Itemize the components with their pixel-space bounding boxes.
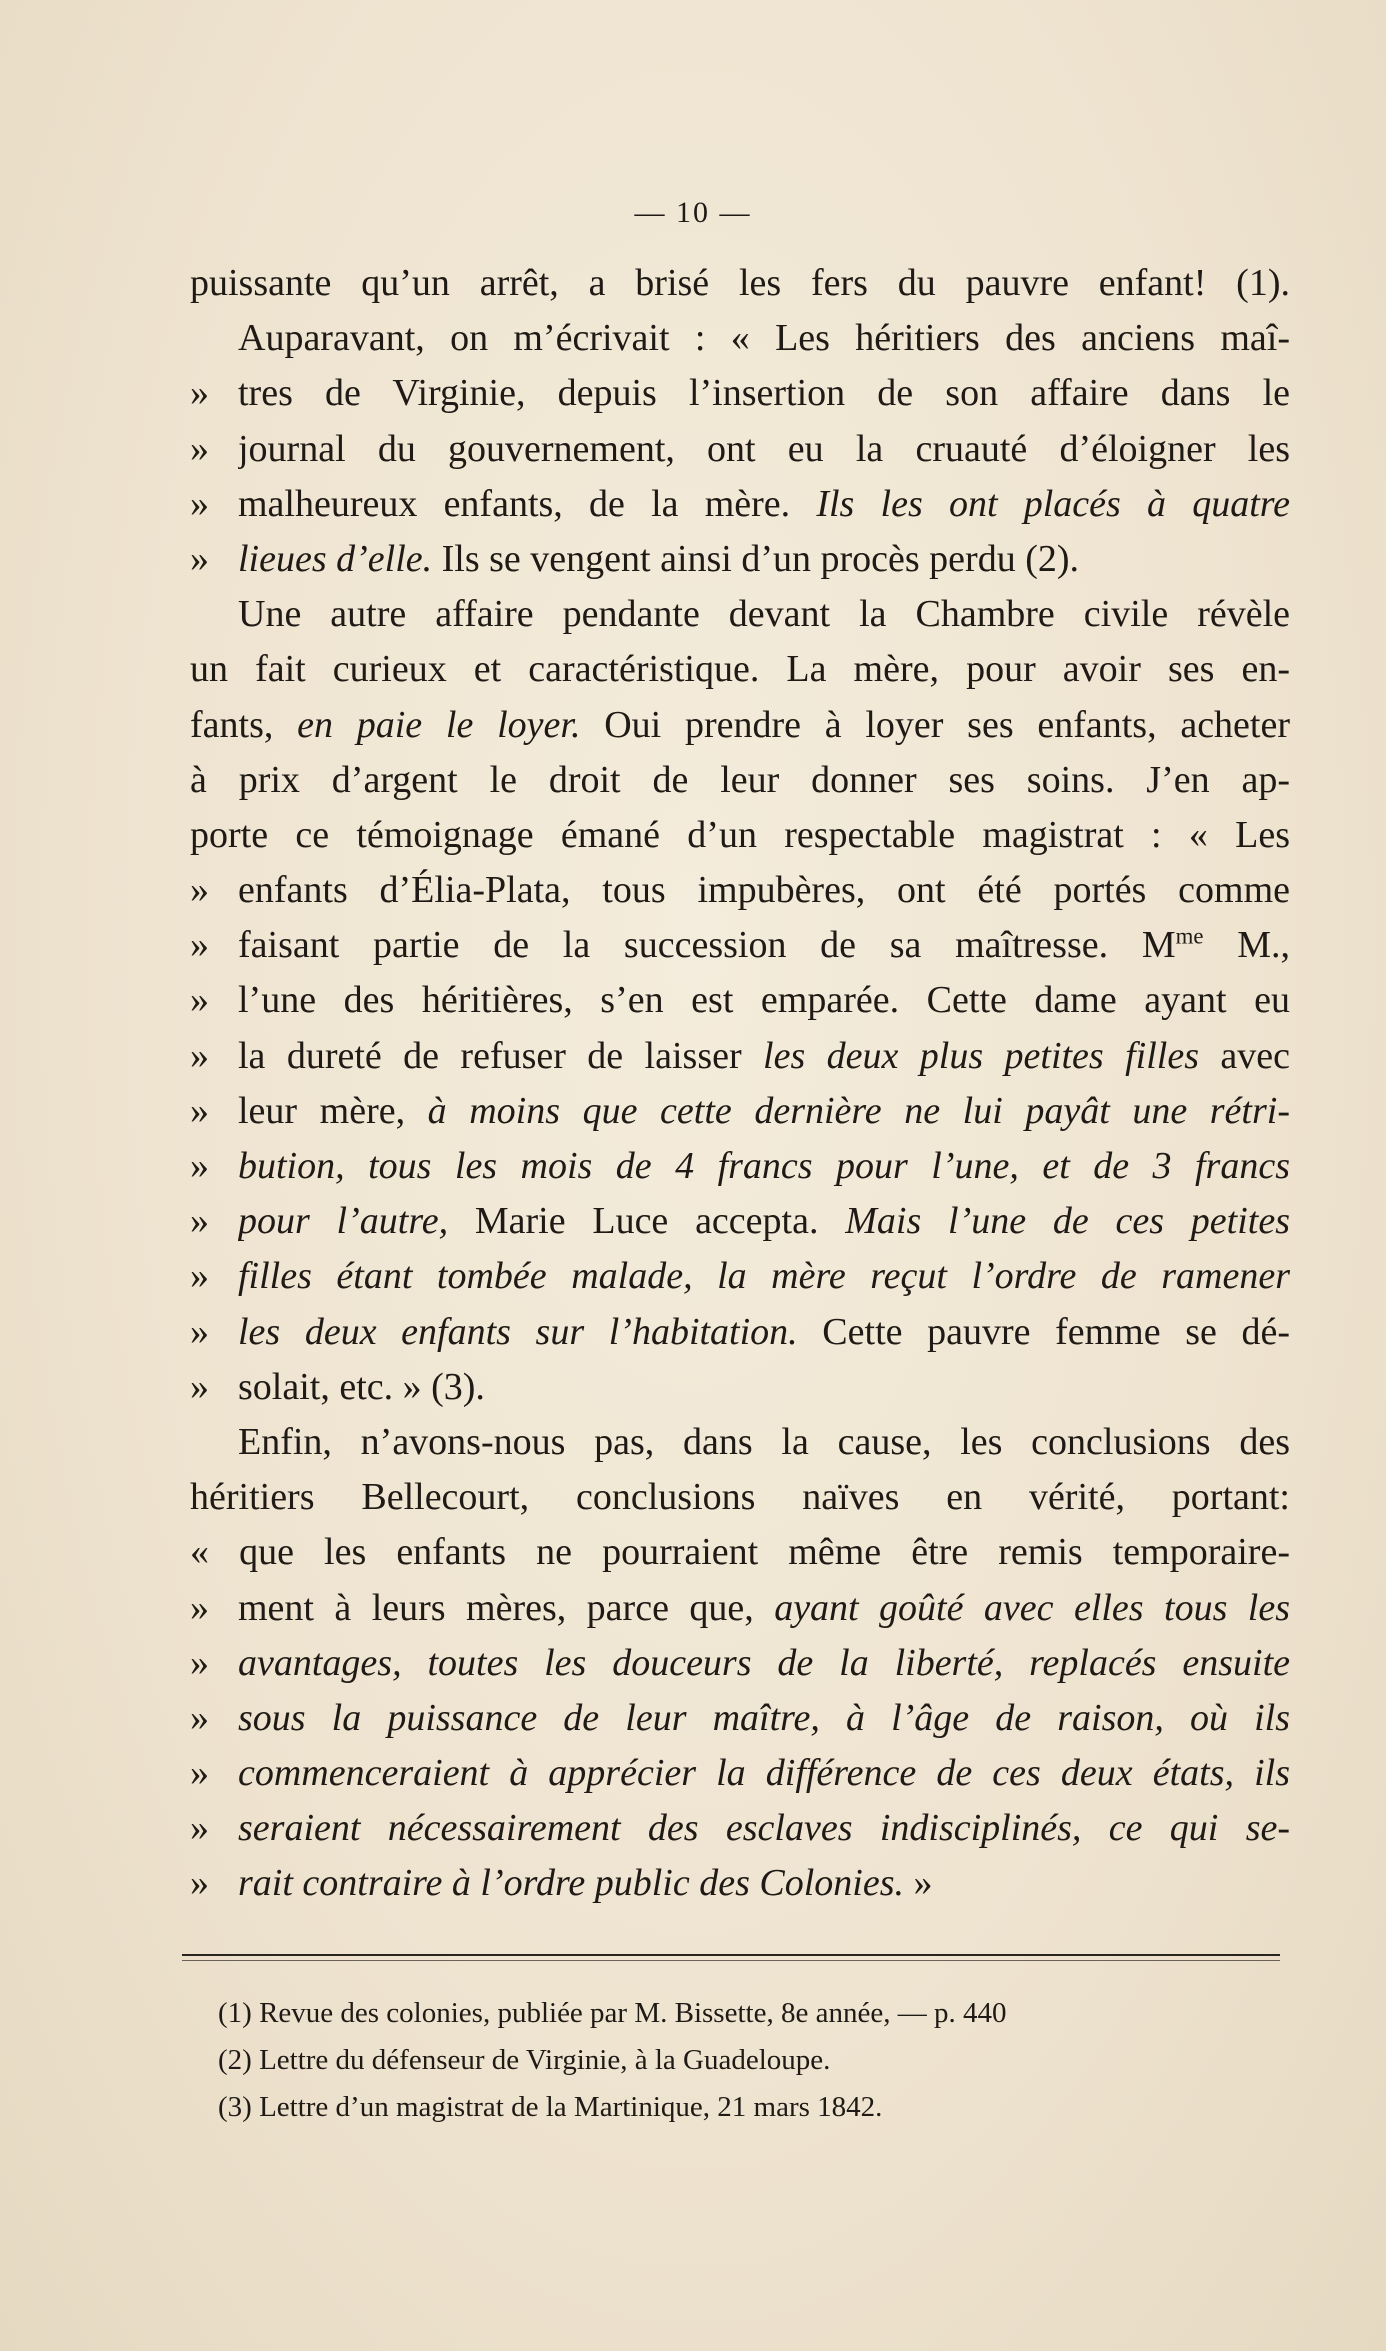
text-line xyxy=(190,973,1290,1028)
text-line xyxy=(190,1360,1290,1415)
italic-text: lieues d’elle. xyxy=(238,537,433,580)
text-line xyxy=(190,1194,1290,1249)
quote-mark: » xyxy=(190,1200,209,1243)
text-line xyxy=(190,1636,1290,1691)
text-run: Oui prendre à loyer ses enfants, acheter xyxy=(580,703,1290,746)
italic-text: les deux enfants sur l’habitation. xyxy=(238,1310,798,1353)
italic-text: les deux plus petites filles xyxy=(763,1034,1199,1077)
italic-text: Mais l’une de ces petites xyxy=(845,1200,1290,1243)
text-line xyxy=(190,1746,1290,1801)
text-line xyxy=(190,808,1290,863)
text-line xyxy=(190,863,1290,918)
superscript: me xyxy=(1175,923,1204,949)
text-run: avec xyxy=(1199,1034,1290,1077)
text-run: journal du gouvernement, ont eu la cruauté d’éloigner les xyxy=(238,427,1290,470)
footnote-2: (2) Lettre du défenseur de Virginie, à la Guadeloupe. xyxy=(218,2044,831,2076)
text-run: un fait curieux et caractéristique. La mère, pour avoir ses en- xyxy=(190,648,1290,691)
text-run: Marie Luce accepta. xyxy=(448,1200,846,1243)
text-line xyxy=(190,1691,1290,1746)
text-run: solait, etc. » (3). xyxy=(238,1365,485,1408)
text-run: faisant partie de la succession de sa maîtresse. M xyxy=(238,924,1176,967)
text-run: porte ce témoignage émané d’un respectable magistrat : « Les xyxy=(190,813,1290,856)
quote-mark: » xyxy=(190,1586,209,1629)
quote-mark: » xyxy=(190,1696,209,1739)
quote-mark: » xyxy=(190,1310,209,1353)
quote-mark: » xyxy=(190,1089,209,1132)
italic-text: pour l’autre, xyxy=(238,1200,449,1243)
text-line xyxy=(190,1139,1290,1194)
text-run: « que les enfants ne pourraient même être remis temporaire- xyxy=(190,1531,1290,1574)
italic-text: commenceraient à apprécier la différence de ces deux états, ils xyxy=(238,1752,1290,1795)
quote-mark: » xyxy=(190,1145,209,1187)
text-run: la dureté de refuser de laisser xyxy=(238,1034,764,1077)
quote-mark: » xyxy=(190,1034,209,1077)
text-run: Ils se vengent ainsi d’un procès perdu (2). xyxy=(432,537,1080,580)
text-run: puissante qu’un arrêt, a brisé les fers du pauvre enfant! (1). xyxy=(190,262,1290,304)
quote-mark: » xyxy=(190,1641,209,1684)
quote-mark: » xyxy=(190,979,209,1022)
footnote-rule xyxy=(182,1954,1280,1956)
quote-mark: » xyxy=(190,537,209,580)
footnote-1: (1) Revue des colonies, publiée par M. Bissette, 8e année, — p. 440 xyxy=(218,1997,1007,2029)
text-line xyxy=(190,1029,1290,1084)
text-line xyxy=(190,1856,1290,1911)
quote-mark: » xyxy=(190,372,209,415)
text-line xyxy=(190,1249,1290,1304)
italic-text: ayant goûté avec elles tous les xyxy=(774,1586,1290,1629)
italic-text: avantages, toutes les douceurs de la liberté, replacés ensuite xyxy=(238,1641,1290,1684)
text-line xyxy=(190,532,1290,587)
text-run: malheureux enfants, de la mère. xyxy=(238,482,817,525)
italic-text: à moins que cette dernière ne lui payât une rétri- xyxy=(427,1089,1290,1132)
text-line xyxy=(190,256,1290,311)
text-run: à prix d’argent le droit de leur donner ses soins. J’en ap- xyxy=(190,758,1290,801)
text-line xyxy=(190,1801,1290,1856)
text-run: l’une des héritières, s’en est emparée. Cette dame ayant eu xyxy=(238,979,1290,1022)
text-line xyxy=(190,422,1290,477)
text-line xyxy=(190,587,1290,642)
text-line xyxy=(190,698,1290,753)
text-run: ment à leurs mères, parce que, xyxy=(238,1586,775,1629)
text-run: Une autre affaire pendante devant la Chambre civile révèle xyxy=(238,593,1290,636)
quote-mark: » xyxy=(190,427,209,470)
text-line xyxy=(190,366,1290,421)
quote-mark: » xyxy=(190,1752,209,1795)
text-run: tres de Virginie, depuis l’insertion de son affaire dans le xyxy=(238,372,1290,415)
quote-mark: » xyxy=(190,1807,209,1850)
body-text xyxy=(190,256,1290,1912)
quote-mark: » xyxy=(190,482,209,525)
text-line xyxy=(190,311,1290,366)
quote-mark: » xyxy=(190,869,209,912)
text-line xyxy=(190,753,1290,808)
text-run: » xyxy=(904,1862,933,1905)
text-run: M., xyxy=(1203,924,1290,967)
page-number: — 10 — xyxy=(634,196,752,229)
text-run: fants, xyxy=(190,703,298,746)
italic-text: Ils les ont placés à quatre xyxy=(816,482,1290,525)
quote-mark: » xyxy=(190,1255,209,1298)
text-line xyxy=(190,1084,1290,1139)
text-line xyxy=(190,1305,1290,1360)
footnotes xyxy=(218,1990,1298,2131)
footnote-3: (3) Lettre d’un magistrat de la Martinique, 21 mars 1842. xyxy=(218,2091,883,2123)
italic-text: filles étant tombée malade, la mère reçut l’ordre de ramener xyxy=(238,1255,1290,1298)
footnote-rule-thin xyxy=(182,1960,1280,1961)
text-line xyxy=(190,1581,1290,1636)
text-run: leur mère, xyxy=(238,1089,428,1132)
italic-text: rait contraire à l’ordre public des Colonies. xyxy=(238,1862,905,1905)
text-line xyxy=(190,1525,1290,1580)
quote-mark: » xyxy=(190,1862,209,1905)
text-run: Enfin, n’avons-nous pas, dans la cause, les conclusions des xyxy=(238,1420,1290,1463)
italic-text: bution, tous les mois de 4 francs pour l’une, et de 3 francs xyxy=(238,1145,1290,1187)
italic-text: sous la puissance de leur maître, à l’âge de raison, où ils xyxy=(238,1696,1290,1739)
italic-text: seraient nécessairement des esclaves indisciplinés, ce qui se- xyxy=(238,1807,1290,1850)
text-line xyxy=(190,477,1290,532)
text-line xyxy=(190,1470,1290,1525)
text-line xyxy=(190,1415,1290,1470)
italic-text: en paie le loyer. xyxy=(297,703,581,746)
text-run: Cette pauvre femme se dé- xyxy=(797,1310,1290,1353)
quote-mark: » xyxy=(190,924,209,967)
text-run: enfants d’Élia-Plata, tous impubères, ont été portés comme xyxy=(238,869,1290,912)
text-run: héritiers Bellecourt, conclusions naïves en vérité, portant: xyxy=(190,1476,1290,1519)
text-run: Auparavant, on m’écrivait : « Les héritiers des anciens maî- xyxy=(238,317,1290,360)
text-line xyxy=(190,642,1290,697)
text-line xyxy=(190,918,1290,973)
quote-mark: » xyxy=(190,1365,209,1408)
